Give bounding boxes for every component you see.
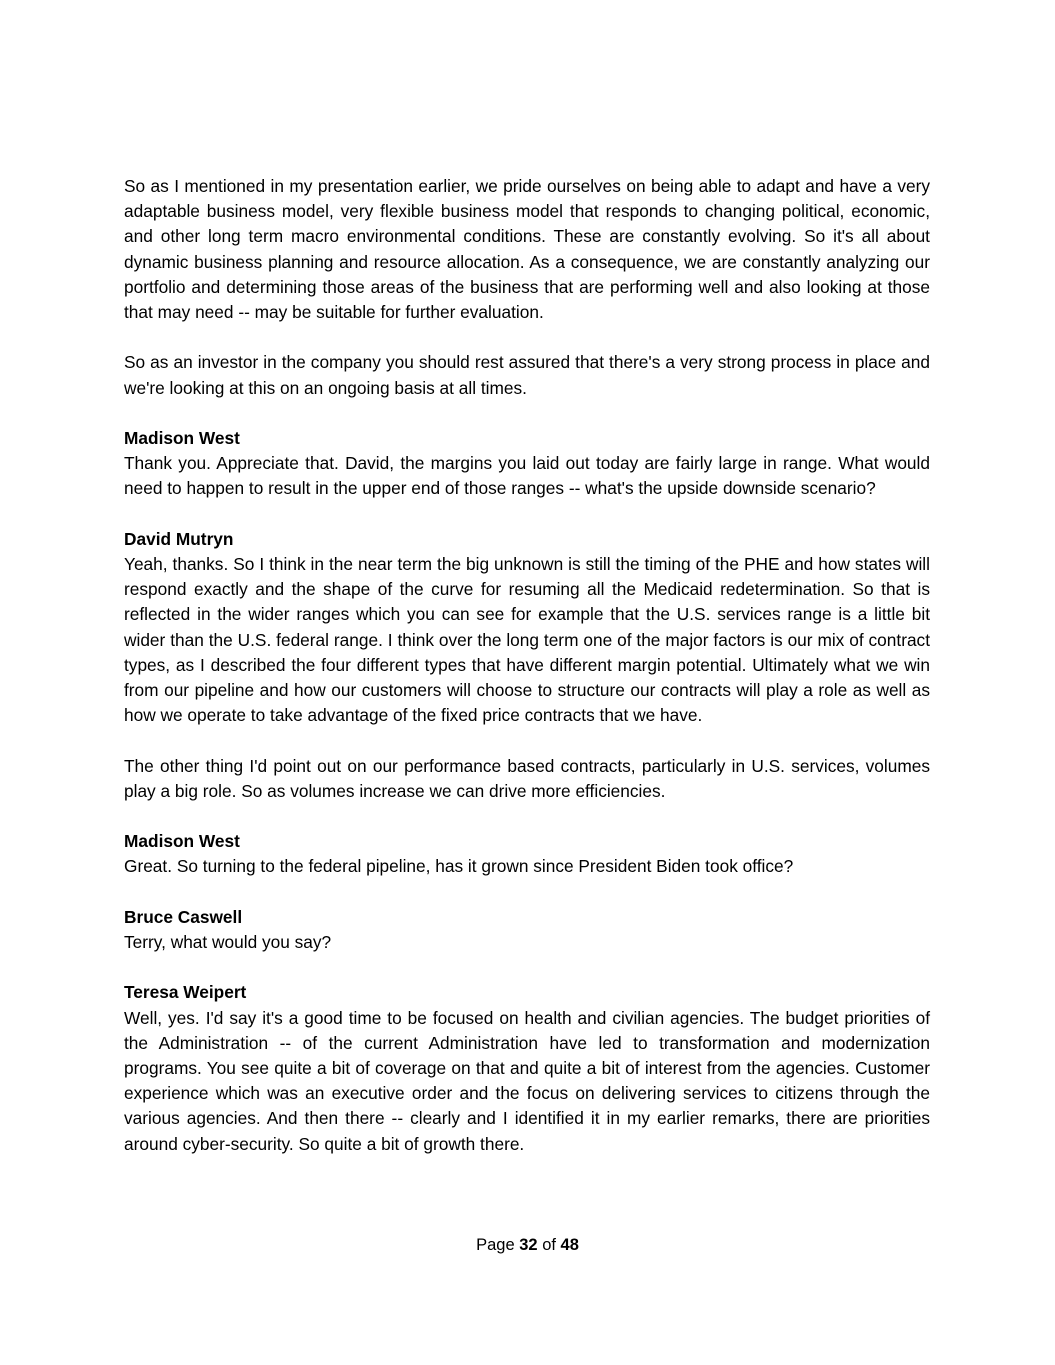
page-footer: [0, 1234, 1055, 1256]
speaker-name: David Mutryn: [124, 528, 234, 549]
speaker-name: Bruce Caswell: [124, 906, 243, 927]
exchange-madison-west-2: [124, 829, 930, 879]
speaker-text: Great. So turning to the federal pipeline, has it grown since President Biden took office?: [124, 856, 794, 877]
page-number: 32: [519, 1236, 538, 1254]
speaker-text: Well, yes. I'd say it's a good time to be focused on health and civilian agencies. The budget priorities of the Administration -- of the current Administration have led to transformation and modernization programs. You see quite a bit of coverage on that and quite a bit of interest from the agencies. Customer experience which was an executive order and the focus on delivering services to citizens through the various agencies. And then there -- clearly and I identified it in my earlier remarks, there are priorities around cyber-security. So quite a bit of growth there.: [124, 1007, 930, 1154]
page-label: Page: [476, 1236, 515, 1254]
speaker-text: Terry, what would you say?: [124, 932, 332, 952]
speaker-name: Madison West: [124, 831, 240, 852]
paragraph: So as I mentioned in my presentation earlier, we pride ourselves on being able to adapt and have a very adaptable business model, very flexible business model that responds to changing political, economic, and other long term macro environmental conditions. These are constantly evolving. So it's all about dynamic business planning and resource allocation. As a consequence, we are constantly analyzing our portfolio and determining those areas of the business that are performing well and also looking at those that may need -- may be suitable for further evaluation.: [124, 176, 930, 323]
document-body: [124, 174, 930, 1182]
speaker-text: Thank you. Appreciate that. David, the margins you laid out today are fairly large in range. What would need to happen to result in the upper end of those ranges -- what's the upside downside scenario?: [124, 453, 930, 499]
paragraph: So as an investor in the company you should rest assured that there's a very strong process in place and we're looking at this on an ongoing basis at all times.: [124, 352, 930, 398]
of-label: of: [542, 1236, 556, 1254]
exchange-teresa-weipert: [124, 980, 930, 1156]
page-total: 48: [560, 1236, 579, 1254]
speaker-name: Teresa Weipert: [124, 982, 247, 1003]
exchange-david-mutryn: [124, 527, 930, 729]
speaker-text: Yeah, thanks. So I think in the near term the big unknown is still the timing of the PHE and how states will respond exactly and the shape of the curve for resuming all the Medicaid redetermination. So that is reflected in the wider ranges which you can see for example that the U.S. services range is a little bit wider than the U.S. federal range. I think over the long term one of the major factors is our mix of contract types, as I described the four different types that have different margin potential. Ultimately what we win from our pipeline and how our customers will choose to structure our contracts will play a role as well as how we operate to take advantage of the fixed price contracts that we have.: [124, 554, 930, 726]
speaker-name: Madison West: [124, 428, 240, 448]
exchange-madison-west-1: [124, 426, 930, 502]
paragraph: The other thing I'd point out on our performance based contracts, particularly in U.S. services, volumes play a big role. So as volumes increase we can drive more efficiencies.: [124, 755, 930, 801]
exchange-bruce-caswell: [124, 905, 930, 955]
